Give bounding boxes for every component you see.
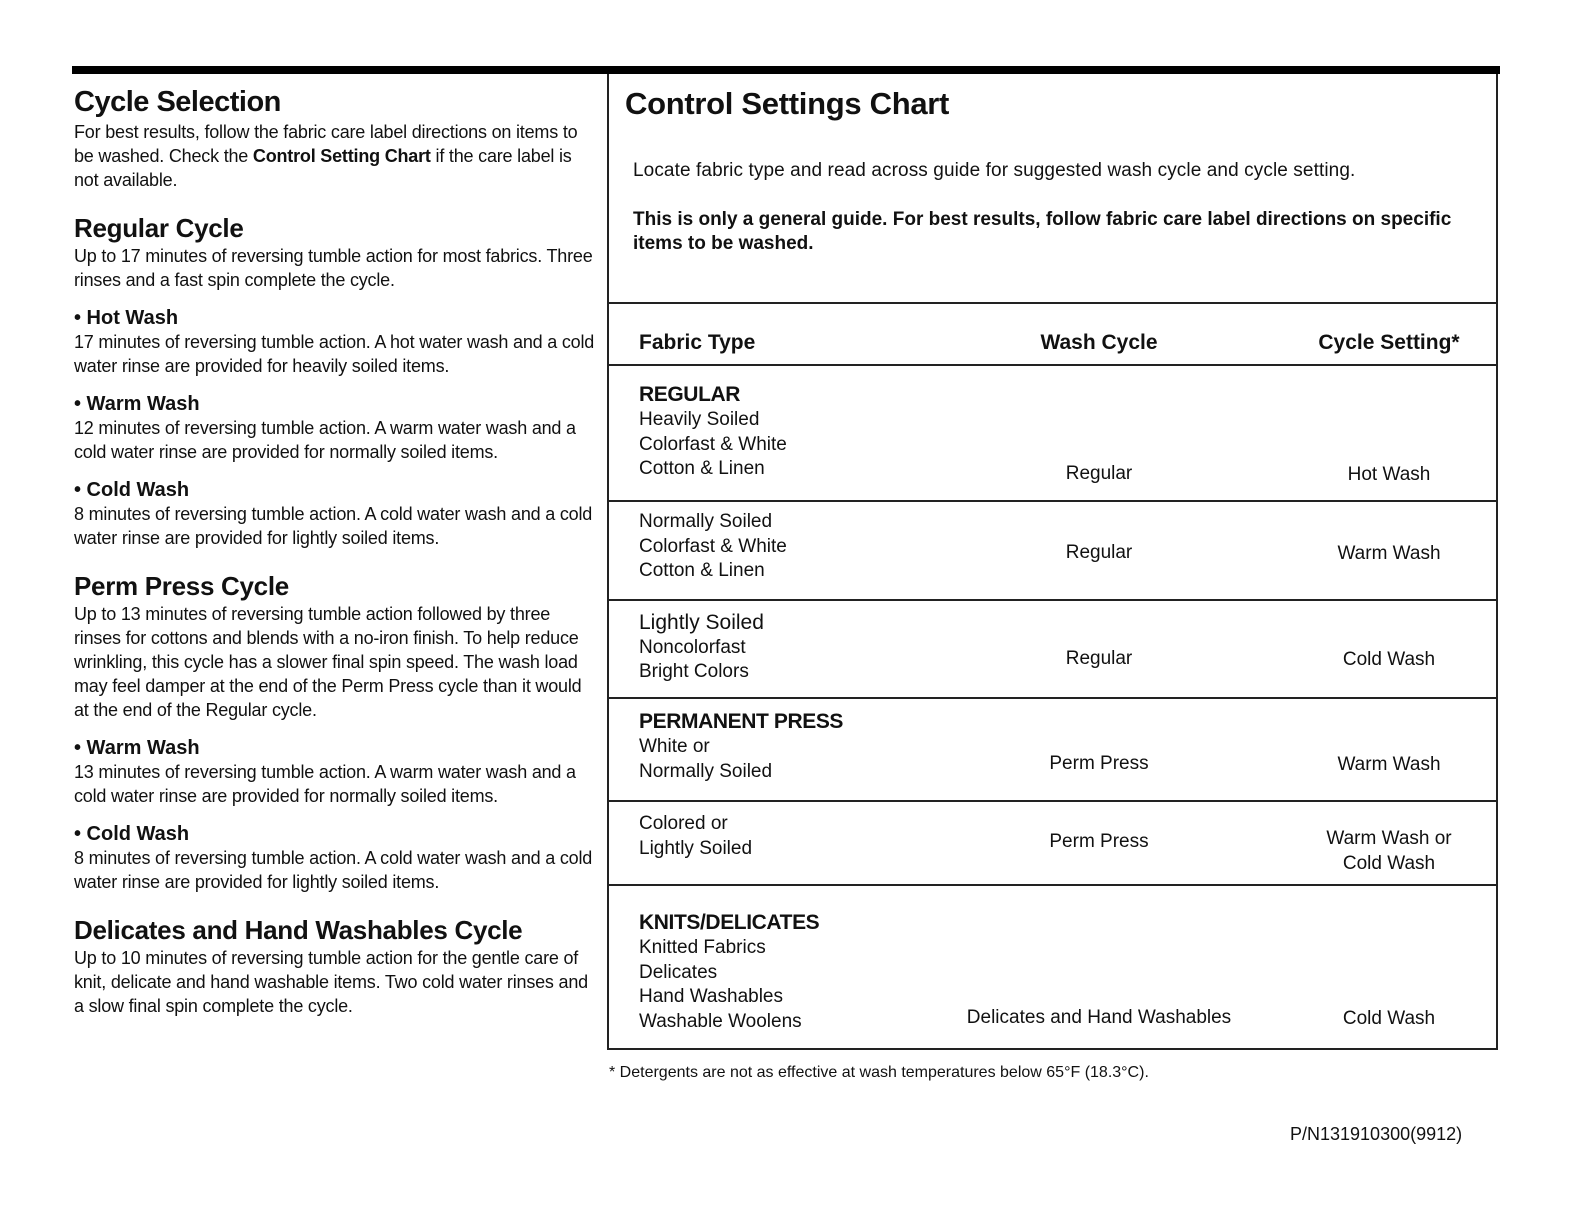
fabric-line: Heavily Soiled [639, 409, 760, 430]
footnote: * Detergents are not as effective at wash temperatures below 65°F (18.3°C). [609, 1064, 1149, 1081]
fabric-line: Noncolorfast [639, 636, 746, 658]
header-cycle-setting: Cycle Setting* [1318, 331, 1460, 354]
wash-cycle-cell: Regular [1065, 648, 1133, 669]
cycle-setting-cell [1289, 647, 1489, 672]
perm-warm-wash-text: 13 minutes of reversing tumble action. A warm water wash and a cold water rinse are provided for normally soiled items. [74, 762, 576, 806]
fabric-line: White or [639, 736, 710, 757]
wash-cycle-cell: Perm Press [1049, 753, 1149, 774]
fabric-line: Cotton & Linen [639, 560, 765, 581]
setting-line: Cold Wash [1342, 853, 1436, 874]
cycle-setting-cell [1289, 826, 1489, 876]
fabric-cell [639, 812, 752, 861]
perm-press-cycle-text: Up to 13 minutes of reversing tumble action followed by three rinses for cottons and blends with a no-iron finish. To help reduce wrinkling, this cycle has a slower final spin speed. The wash load may feel damper at the end of the Perm Press cycle than it would at the end of the Regular cycle. [74, 604, 582, 720]
fabric-line: Colorfast & White [639, 535, 787, 557]
chart-intro: Locate fabric type and read across guide for suggested wash cycle and cycle setting. [633, 160, 1356, 181]
table-row [609, 802, 1496, 884]
fabric-group-label: PERMANENT PRESS [639, 710, 844, 733]
perm-cold-wash-title: • Cold Wash [74, 823, 190, 845]
wash-cycle-cell: Perm Press [1049, 831, 1149, 852]
perm-press-cycle-title: Perm Press Cycle [74, 571, 289, 601]
header-wash-cycle: Wash Cycle [1040, 331, 1158, 354]
setting-line: Warm Wash [1337, 543, 1441, 564]
fabric-line: Hand Washables [639, 986, 783, 1007]
cycle-selection-title: Cycle Selection [74, 86, 281, 118]
fabric-line: Bright Colors [639, 661, 749, 682]
cycle-selection-text-1: For best results, follow the fabric care label directions on items to be washed. Check the [74, 122, 578, 166]
cycle-selection-text-2: if the care label is not available. [74, 146, 572, 190]
fabric-cell [639, 910, 819, 1034]
regular-cycle-text: Up to 17 minutes of reversing tumble action for most fabrics. Three rinses and a fast spin complete the cycle. [74, 246, 593, 290]
regular-hot-wash-title: • Hot Wash [74, 307, 179, 329]
fabric-cell [639, 382, 787, 482]
fabric-line: Colored or [639, 813, 728, 834]
table-row [609, 601, 1496, 697]
wash-cycle-cell: Delicates and Hand Washables [966, 1007, 1232, 1028]
delicates-cycle-title: Delicates and Hand Washables Cycle [74, 915, 523, 945]
fabric-line: Lightly Soiled [639, 611, 764, 634]
part-number: P/N131910300(9912) [1290, 1124, 1463, 1144]
cycle-setting-cell [1289, 1006, 1489, 1031]
fabric-cell [639, 709, 843, 784]
fabric-line: Delicates [639, 961, 718, 983]
header-fabric-type: Fabric Type [639, 331, 756, 354]
fabric-line: Lightly Soiled [639, 837, 753, 859]
cycle-selection-text [74, 120, 598, 192]
regular-cold-wash-text: 8 minutes of reversing tumble action. A cold water wash and a cold water rinse are provided for lightly soiled items. [74, 504, 593, 548]
control-chart-reference: Control Setting Chart [252, 146, 431, 166]
fabric-group-label: REGULAR [639, 383, 741, 406]
regular-cold-wash-title: • Cold Wash [74, 479, 190, 501]
chart-note: This is only a general guide. For best results, follow fabric care label directions on specific items to be washed. [633, 209, 1452, 254]
table-row [609, 886, 1496, 1046]
fabric-group-label: KNITS/DELICATES [639, 911, 820, 934]
chart-title: Control Settings Chart [625, 86, 950, 121]
setting-line: Cold Wash [1342, 649, 1436, 670]
setting-line: Hot Wash [1347, 464, 1431, 485]
regular-cycle-title: Regular Cycle [74, 213, 244, 243]
delicates-cycle-text: Up to 10 minutes of reversing tumble action for the gentle care of knit, delicate and hand washable items. Two cold water rinses and a slow final spin complete the cycle. [74, 948, 588, 1016]
regular-warm-wash-title: • Warm Wash [74, 393, 200, 415]
cycle-setting-cell [1289, 541, 1489, 566]
fabric-line: Knitted Fabrics [639, 937, 766, 958]
fabric-line: Cotton & Linen [639, 458, 765, 479]
wash-cycle-cell: Regular [1065, 542, 1133, 563]
top-rule [72, 66, 1500, 74]
fabric-line: Normally Soiled [639, 760, 773, 782]
setting-line: Warm Wash [1337, 754, 1441, 775]
divider [609, 302, 1496, 304]
fabric-line: Colorfast & White [639, 433, 787, 455]
table-row [609, 502, 1496, 599]
table-row [609, 699, 1496, 800]
setting-line: Warm Wash or [1326, 828, 1452, 849]
regular-hot-wash-text: 17 minutes of reversing tumble action. A hot water wash and a cold water rinse are provided for heavily soiled items. [74, 332, 595, 376]
fabric-cell [639, 611, 764, 685]
cycle-descriptions [74, 84, 598, 1018]
wash-cycle-cell: Regular [1065, 463, 1133, 484]
perm-warm-wash-title: • Warm Wash [74, 737, 200, 759]
fabric-cell [639, 510, 787, 584]
fabric-line: Normally Soiled [639, 511, 773, 532]
fabric-line: Washable Woolens [639, 1010, 802, 1032]
cycle-setting-cell [1289, 462, 1489, 487]
setting-line: Cold Wash [1342, 1008, 1436, 1029]
perm-cold-wash-text: 8 minutes of reversing tumble action. A cold water wash and a cold water rinse are provided for lightly soiled items. [74, 848, 593, 892]
table-row [609, 366, 1496, 500]
cycle-setting-cell [1289, 752, 1489, 777]
control-settings-chart [607, 74, 1498, 1050]
regular-warm-wash-text: 12 minutes of reversing tumble action. A warm water wash and a cold water rinse are provided for normally soiled items. [74, 418, 576, 462]
